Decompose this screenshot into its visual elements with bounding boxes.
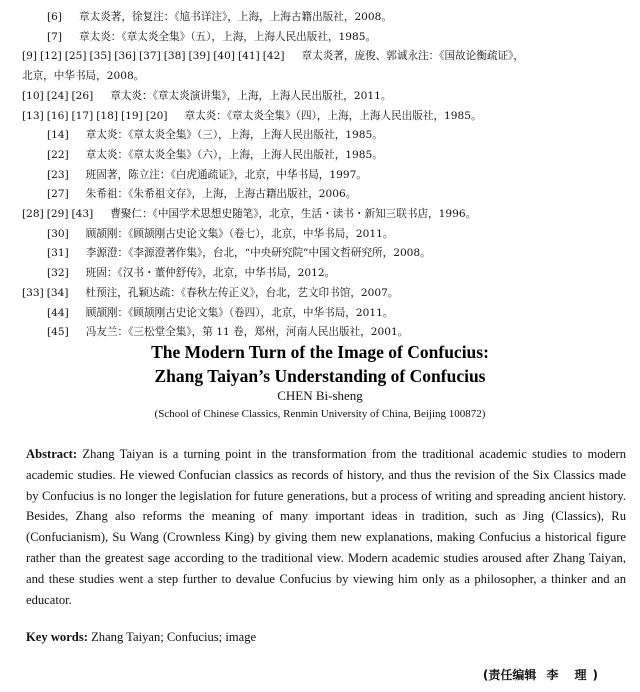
reference-item (0, 323, 640, 343)
reference-tag: [6] (47, 11, 63, 23)
reference-tag: [35] (89, 50, 112, 63)
keywords-text: Zhang Taiyan; Confucius; image (91, 630, 257, 644)
reference-item (0, 244, 640, 264)
reference-text: 冯友兰：《三松堂全集》，第 11 卷，郑州，河南人民出版社，2001。 (85, 326, 409, 339)
reference-tags (47, 149, 72, 161)
abstract-text: Zhang Taiyan is a turning point in the transformation from the traditional academic studies to modern academic studies. He viewed Confucian classics as records of history, and thus the revision of the Six Classics made by Confucius is no longer the legislation for future generations, but a process of writing and spreading ancient history. Besides, Zhang also reforms the meaning of many important ideas in tradition, such as Jing (Classics), Ru (Confucianism), Su Wang (Crownless King) by giving them new explanations, making Confucius a historical figure rather than the greatest sage according to the traditional view. Modern academic studies aroused after Zhang Taiyan, and these studies went a step further to devalue Confucius by viewing him only as a philosopher, a thinker and an educator. (26, 447, 626, 607)
reference-tags (47, 247, 72, 259)
reference-item (0, 284, 640, 304)
reference-tags (47, 228, 72, 240)
reference-text: 顾颉刚：《顾颉刚古史论文集》（卷四），北京，中华书局，2011。 (85, 306, 394, 319)
reference-text: 顾颉刚：《顾颉刚古史论文集》（卷七），北京，中华书局，2011。 (85, 227, 394, 240)
reference-tag: [43] (71, 208, 94, 221)
reference-list (0, 8, 640, 343)
reference-text: 班固著，陈立注：《白虎通疏证》，北京，中华书局，1997。 (85, 168, 367, 181)
author-name: CHEN Bi-sheng (277, 388, 363, 403)
reference-text: 杜预注，孔颖达疏：《春秋左传正义》，台北，艺文印书馆，2007。 (85, 286, 399, 299)
reference-tag: [36] (114, 50, 137, 63)
reference-item (0, 225, 640, 245)
reference-tags (22, 208, 96, 220)
reference-tag: [14] (47, 129, 69, 142)
editor-name: 李 理) (546, 668, 604, 682)
reference-tag: [22] (47, 148, 69, 161)
reference-item (0, 87, 640, 107)
reference-tag: [18] (96, 109, 118, 122)
reference-text: 章太炎：《章太炎全集》（五），上海，上海人民出版社，1985。 (79, 30, 377, 43)
reference-tag: [31] (47, 247, 69, 260)
reference-item (0, 166, 640, 186)
reference-tag: [40] (213, 50, 236, 63)
reference-tag: [9] (22, 50, 38, 63)
reference-tags (22, 90, 96, 102)
reference-tag: [41] (238, 50, 260, 63)
reference-tag: [37] (139, 50, 161, 63)
reference-text: 朱希祖：《朱希祖文存》，上海，上海古籍出版社，2006。 (85, 188, 357, 201)
reference-tag: [17] (71, 109, 94, 122)
reference-tag: [20] (145, 109, 168, 122)
reference-tags (22, 110, 171, 122)
reference-tags (22, 287, 72, 299)
reference-tag: [45] (47, 326, 69, 339)
reference-tag: [23] (47, 168, 69, 181)
reference-tags (47, 129, 72, 141)
reference-tag: [19] (121, 109, 143, 122)
reference-item (0, 126, 640, 146)
responsible-editor (483, 666, 604, 683)
reference-tag: [34] (46, 286, 69, 299)
keywords-label: Key words: (26, 630, 88, 644)
reference-item (0, 304, 640, 324)
reference-item (0, 185, 640, 205)
abstract-paragraph (26, 444, 626, 610)
reference-item (0, 107, 640, 127)
reference-text: 章太炎著，徐复注：《訄书详注》，上海，上海古籍出版社，2008。 (79, 11, 392, 23)
reference-tag: [27] (47, 188, 69, 201)
reference-item (0, 8, 640, 28)
reference-tag: [7] (47, 30, 63, 43)
reference-tags (47, 267, 72, 279)
reference-tags (47, 11, 65, 23)
editor-label: (责任编辑 (482, 668, 537, 682)
reference-tags (47, 326, 72, 338)
keywords-line (26, 630, 626, 645)
reference-tags (47, 188, 72, 200)
reference-text: 班固：《汉书・董仲舒传》，北京，中华书局，2012。 (85, 267, 336, 280)
reference-tag: [12] (40, 50, 62, 63)
reference-text: 曹聚仁：《中国学术思想史随笔》，北京，生活・读书・新知三联书店，1996。 (110, 208, 477, 221)
reference-item (0, 146, 640, 166)
reference-text: 章太炎：《章太炎全集》（三），上海，上海人民出版社，1985。 (85, 129, 383, 142)
reference-item (0, 28, 640, 48)
reference-text: 李源澄：《李源澄著作集》，台北，“中央研究院”中国文哲研究所，2008。 (85, 247, 431, 260)
reference-tag: [24] (46, 89, 69, 102)
reference-text: 章太炎：《章太炎全集》（六），上海，上海人民出版社，1985。 (85, 148, 383, 161)
reference-item (0, 47, 640, 67)
reference-tag: [10] (22, 89, 44, 102)
reference-text: 章太炎：《章太炎演讲集》，上海，上海人民出版社，2011。 (110, 89, 392, 102)
reference-tag: [38] (163, 50, 186, 63)
author-affiliation: (School of Chinese Classics, Renmin University of China, Beijing 100872) (154, 408, 486, 420)
reference-tag: [29] (46, 208, 69, 221)
reference-tag: [32] (47, 267, 69, 280)
reference-text: 章太炎著，庞俊、郭诚永注：《国故论衡疏证》， (301, 50, 524, 63)
reference-tag: [25] (64, 50, 87, 63)
reference-tag: [33] (22, 286, 44, 299)
reference-continuation: 北京，中华书局，2008。 (22, 70, 145, 83)
reference-tag: [44] (47, 306, 69, 319)
reference-tag: [42] (262, 50, 285, 63)
reference-tag: [13] (22, 109, 44, 122)
reference-tag: [39] (188, 50, 211, 63)
reference-tags (47, 307, 72, 319)
reference-tag: [26] (71, 89, 94, 102)
reference-tags (47, 169, 72, 181)
reference-tags (47, 31, 65, 43)
reference-text: 章太炎：《章太炎全集》（四），上海，上海人民出版社，1985。 (184, 109, 482, 122)
reference-item (0, 264, 640, 284)
reference-tag: [30] (47, 227, 69, 240)
english-title-line-2: Zhang Taiyan’s Understanding of Confucius (154, 366, 486, 386)
reference-tag: [28] (22, 208, 44, 221)
reference-tags (22, 50, 288, 62)
reference-item (0, 205, 640, 225)
reference-tag: [16] (46, 109, 69, 122)
abstract-label: Abstract: (26, 447, 78, 461)
english-title-line-1: The Modern Turn of the Image of Confucius: (151, 342, 489, 362)
